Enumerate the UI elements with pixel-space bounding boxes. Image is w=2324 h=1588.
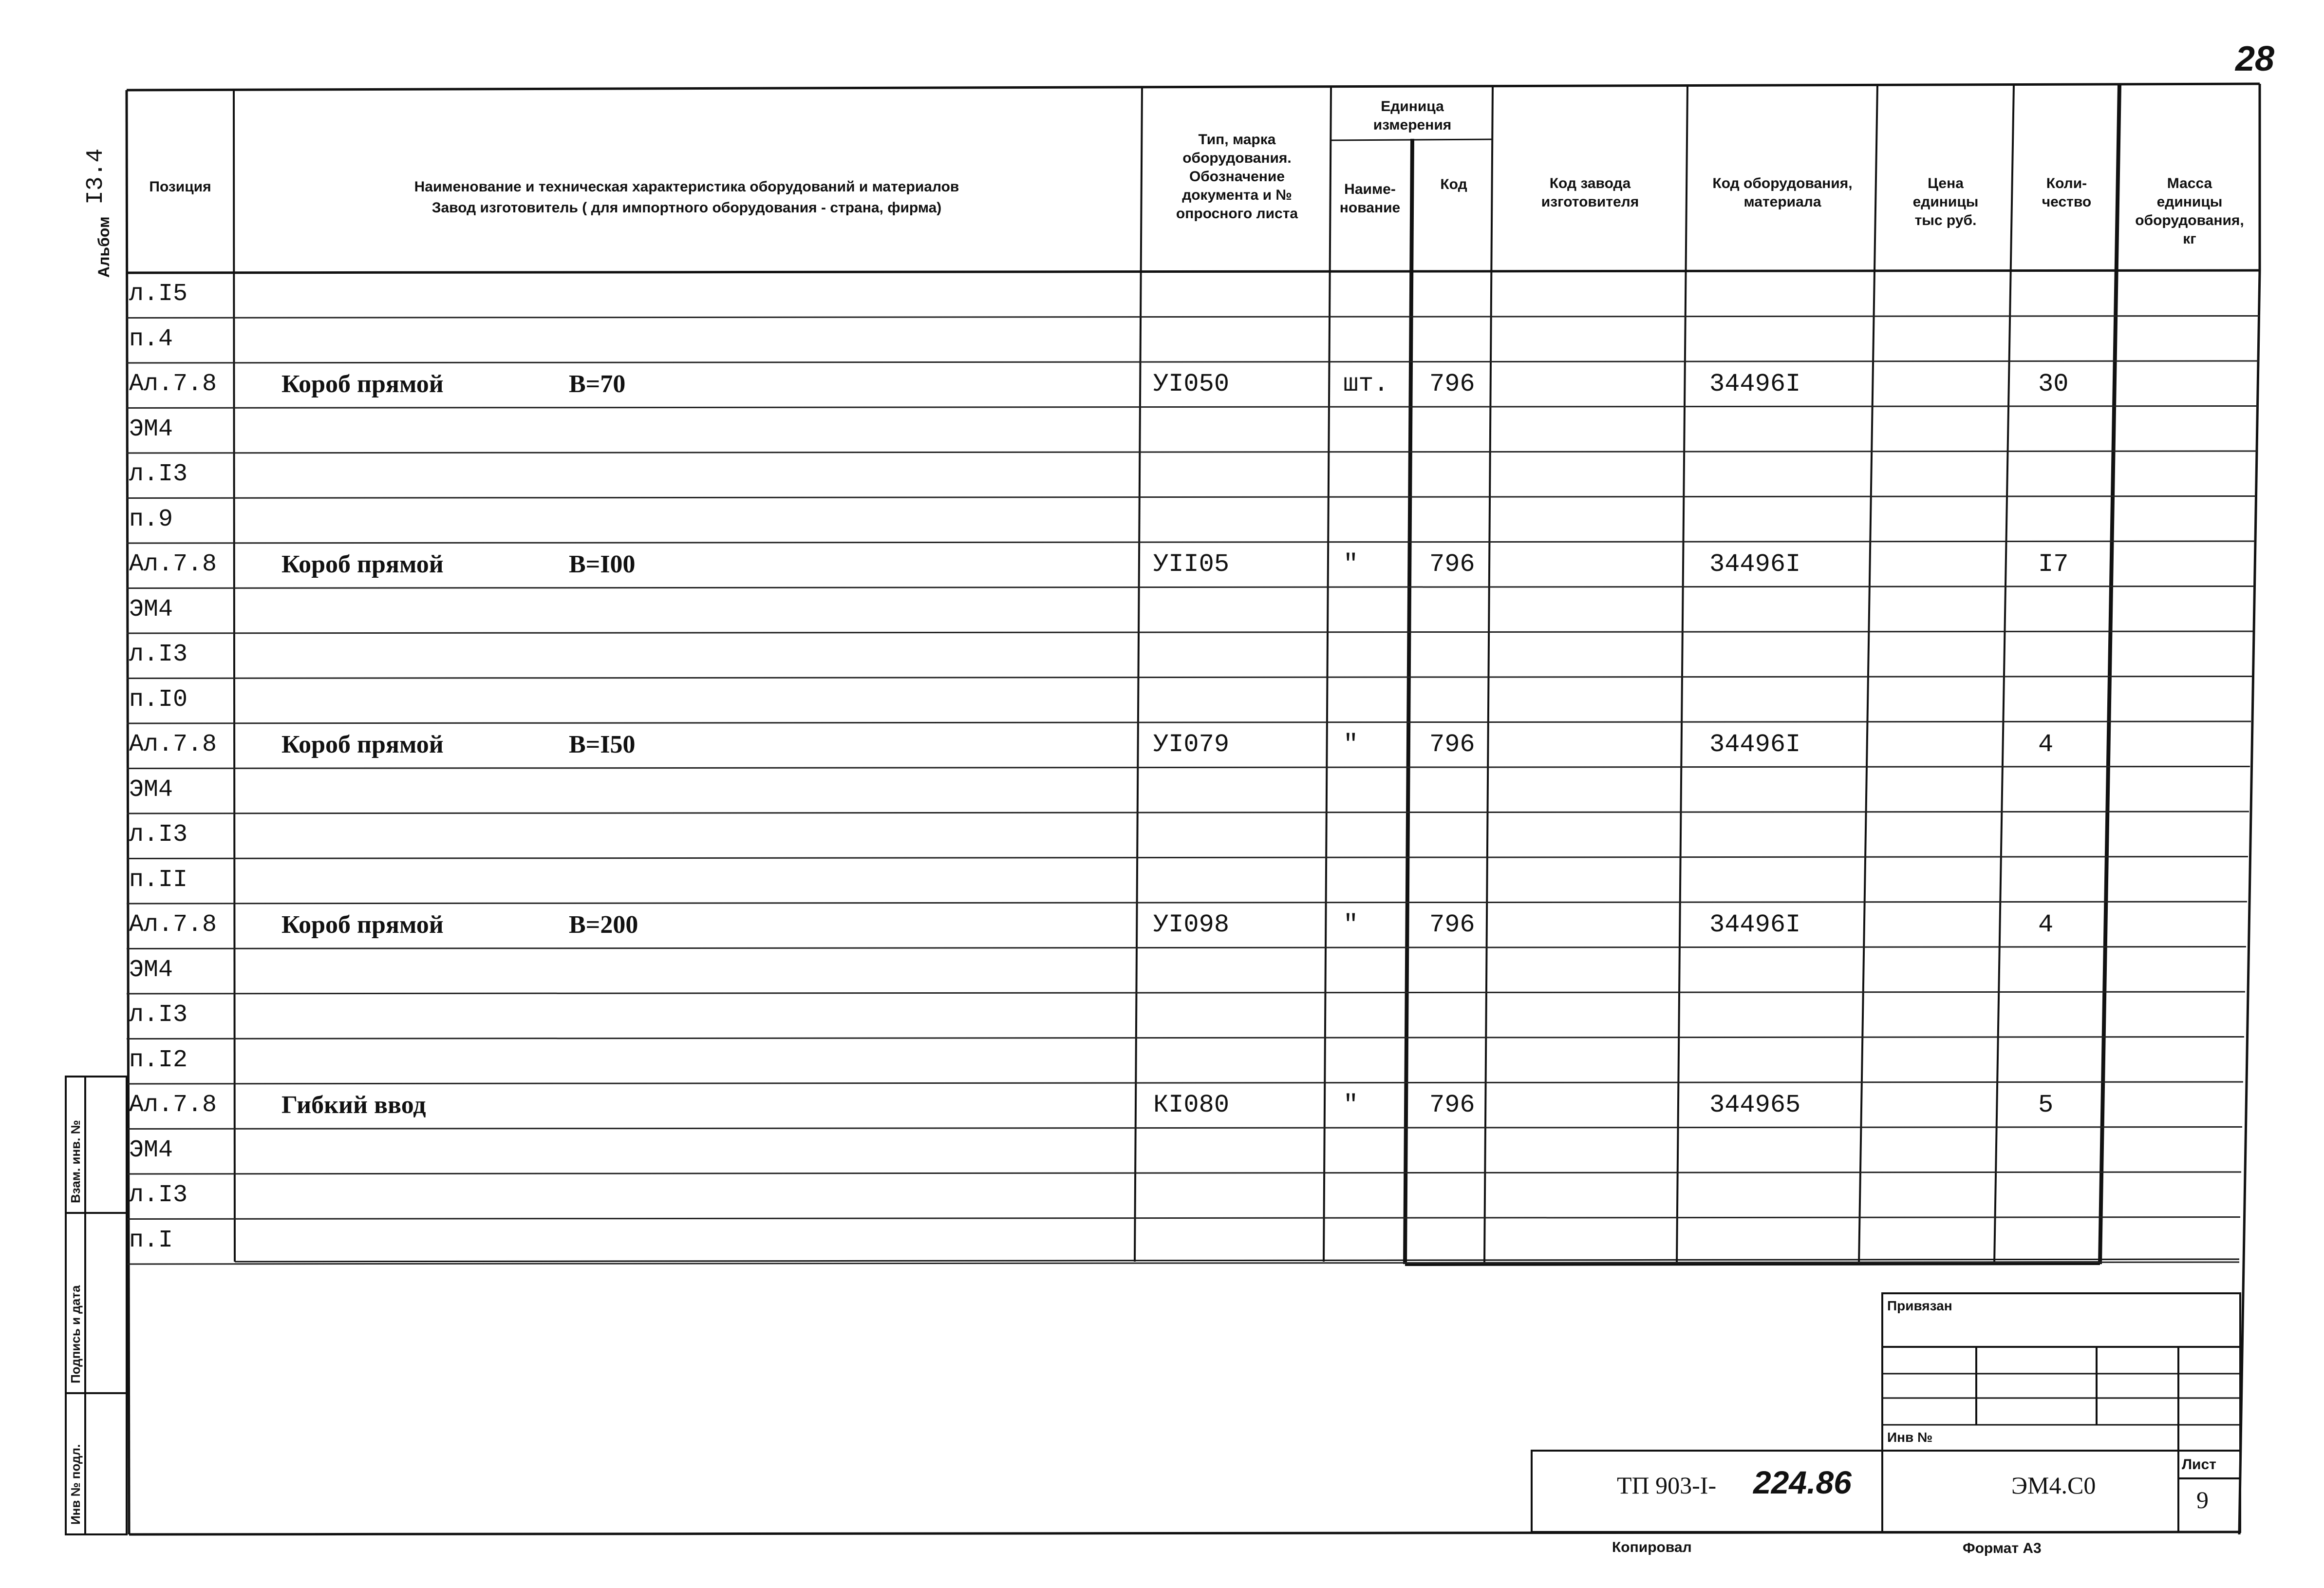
table-row xyxy=(0,685,2324,731)
cell-size: B=200 xyxy=(569,911,638,939)
table-row xyxy=(0,640,2324,685)
header-unit-name xyxy=(1331,180,1409,217)
header-name-line1: Наименование и техническая характеристика оборудований и материалов xyxy=(414,179,959,195)
title-sheet-label: Лист xyxy=(2182,1456,2216,1473)
table-row xyxy=(0,910,2324,956)
title-copied: Копировал xyxy=(1612,1539,1692,1555)
table-row xyxy=(0,505,2324,550)
album-number: I3.4 xyxy=(83,148,109,205)
stamp-signature-date: Подпись и дата xyxy=(68,1285,83,1383)
cell-position: л.I3 xyxy=(129,460,188,488)
cell-type-mark: УI050 xyxy=(1153,370,1230,398)
cell-position: ЭМ4 xyxy=(129,775,173,804)
header-equipment-code-l2: материала xyxy=(1743,194,1821,210)
header-mass xyxy=(2119,174,2260,248)
table-row xyxy=(0,280,2324,325)
cell-name: Короб прямой xyxy=(281,550,444,578)
header-quantity-l2: чество xyxy=(2042,194,2092,210)
header-unit-group-l2: измерения xyxy=(1373,117,1452,133)
table-row xyxy=(0,1091,2324,1136)
cell-position: п.II xyxy=(129,866,188,894)
cell-position: Ал.7.8 xyxy=(129,370,217,398)
header-unit-group-l1: Единица xyxy=(1381,98,1444,114)
header-name-line2: Завод изготовитель ( для импортного оборудования - страна, фирма) xyxy=(431,200,942,216)
cell-size: B=I50 xyxy=(569,731,636,758)
header-factory-code-l1: Код завода xyxy=(1549,175,1631,191)
cell-position: Ал.7.8 xyxy=(129,731,217,758)
cell-name: Короб прямой xyxy=(281,370,444,398)
cell-size: B=I00 xyxy=(569,550,636,578)
cell-size: B=70 xyxy=(569,370,626,398)
cell-equipment-code: 34496I xyxy=(1709,550,1801,579)
stamp-replace-inv: Взам. инв. № xyxy=(68,1120,83,1203)
header-price xyxy=(1877,174,2014,230)
header-quantity-l1: Коли- xyxy=(2046,175,2087,191)
cell-unit: " xyxy=(1343,730,1359,759)
cell-unit-code: 796 xyxy=(1429,730,1475,759)
album-label: Альбом xyxy=(95,216,112,278)
title-format: Формат А3 xyxy=(1963,1540,2042,1556)
table-row xyxy=(0,1001,2324,1046)
cell-position: п.I0 xyxy=(129,685,188,714)
header-mass-l4: кг xyxy=(2183,231,2196,247)
title-sheet-number: 9 xyxy=(2196,1486,2209,1513)
table-row xyxy=(0,866,2324,911)
cell-unit: шт. xyxy=(1343,370,1389,398)
cell-equipment-code: 34496I xyxy=(1709,370,1801,398)
cell-unit: " xyxy=(1343,550,1359,579)
cell-quantity: 4 xyxy=(2038,730,2054,759)
header-price-l1: Цена xyxy=(1928,175,1964,191)
table-row xyxy=(0,1046,2324,1091)
header-type-mark-l2: оборудования. xyxy=(1182,150,1292,166)
cell-quantity: 4 xyxy=(2038,910,2054,939)
header-unit-name-l1: Наиме- xyxy=(1344,181,1396,197)
table-row xyxy=(0,370,2324,415)
cell-unit: " xyxy=(1343,910,1359,939)
cell-position: ЭМ4 xyxy=(129,1136,173,1164)
header-type-mark-l5: опросного листа xyxy=(1176,206,1298,222)
cell-unit-code: 796 xyxy=(1429,370,1475,398)
cell-position: Ал.7.8 xyxy=(129,1091,217,1119)
stamp-inv-original: Инв № подл. xyxy=(68,1444,83,1525)
cell-unit-code: 796 xyxy=(1429,910,1475,939)
cell-position: ЭМ4 xyxy=(129,595,173,624)
header-type-mark-l4: документа и № xyxy=(1182,187,1292,203)
cell-position: л.I3 xyxy=(129,1001,188,1029)
cell-position: ЭМ4 xyxy=(129,415,173,443)
cell-position: п.9 xyxy=(129,505,173,533)
header-price-l2: единицы xyxy=(1912,194,1979,210)
cell-position: Ал.7.8 xyxy=(129,911,217,939)
header-type-mark-l3: Обозначение xyxy=(1189,169,1285,185)
header-equipment-code xyxy=(1687,174,1877,211)
header-type-mark xyxy=(1142,131,1332,223)
title-sheet-code: ЭМ4.С0 xyxy=(2011,1472,2096,1499)
cell-name: Короб прямой xyxy=(281,731,444,758)
cell-quantity: 30 xyxy=(2038,370,2069,398)
title-bound: Привязан xyxy=(1887,1298,1952,1313)
cell-type-mark: КI080 xyxy=(1153,1091,1230,1119)
header-quantity xyxy=(2014,174,2119,211)
cell-position: п.I2 xyxy=(129,1046,188,1074)
cell-position: л.I3 xyxy=(129,641,188,668)
header-mass-l1: Масса xyxy=(2167,175,2212,191)
header-type-mark-l1: Тип, марка xyxy=(1198,132,1276,148)
cell-type-mark: УII05 xyxy=(1153,550,1230,579)
cell-unit: " xyxy=(1343,1091,1359,1119)
table-row xyxy=(0,730,2324,775)
header-equipment-code-l1: Код оборудования, xyxy=(1712,175,1853,191)
header-unit-name-l2: нование xyxy=(1339,200,1401,216)
cell-position: п.4 xyxy=(129,325,173,353)
cell-quantity: 5 xyxy=(2038,1091,2054,1119)
title-doc-code-suffix: 224.86 xyxy=(1753,1464,1852,1500)
cell-position: ЭМ4 xyxy=(129,956,173,984)
cell-equipment-code: 34496I xyxy=(1709,730,1801,759)
table-row xyxy=(0,956,2324,1001)
title-doc-code-prefix: ТП 903-I- xyxy=(1617,1472,1717,1499)
cell-name: Гибкий ввод xyxy=(281,1091,426,1119)
table-row xyxy=(0,775,2324,821)
table-row xyxy=(0,415,2324,460)
page-number: 28 xyxy=(2235,39,2275,78)
table-row xyxy=(0,1181,2324,1226)
cell-unit-code: 796 xyxy=(1429,550,1475,579)
header-position: Позиция xyxy=(149,179,211,195)
title-inv-no: Инв № xyxy=(1887,1430,1933,1445)
header-price-l3: тыс руб. xyxy=(1914,212,1977,228)
header-unit-group xyxy=(1332,97,1493,134)
cell-position: п.I xyxy=(129,1226,173,1254)
header-mass-l3: оборудования, xyxy=(2135,212,2244,228)
table-row xyxy=(0,1136,2324,1181)
cell-type-mark: УI098 xyxy=(1153,910,1230,939)
cell-quantity: I7 xyxy=(2038,550,2069,579)
cell-position: л.I5 xyxy=(129,280,188,308)
header-factory-code xyxy=(1493,174,1687,211)
table-row xyxy=(0,1226,2324,1271)
header-factory-code-l2: изготовителя xyxy=(1541,194,1639,210)
cell-position: л.I3 xyxy=(129,821,188,849)
table-row xyxy=(0,820,2324,866)
cell-equipment-code: 34496I xyxy=(1709,910,1801,939)
cell-equipment-code: 344965 xyxy=(1709,1091,1801,1119)
table-row xyxy=(0,325,2324,370)
table-row xyxy=(0,595,2324,641)
cell-name: Короб прямой xyxy=(281,911,444,939)
header-mass-l2: единицы xyxy=(2156,194,2223,210)
cell-type-mark: УI079 xyxy=(1153,730,1230,759)
header-unit-code: Код xyxy=(1440,176,1467,192)
table-row xyxy=(0,460,2324,505)
cell-position: л.I3 xyxy=(129,1181,188,1209)
cell-position: Ал.7.8 xyxy=(129,550,217,578)
table-row xyxy=(0,550,2324,595)
cell-unit-code: 796 xyxy=(1429,1091,1475,1119)
